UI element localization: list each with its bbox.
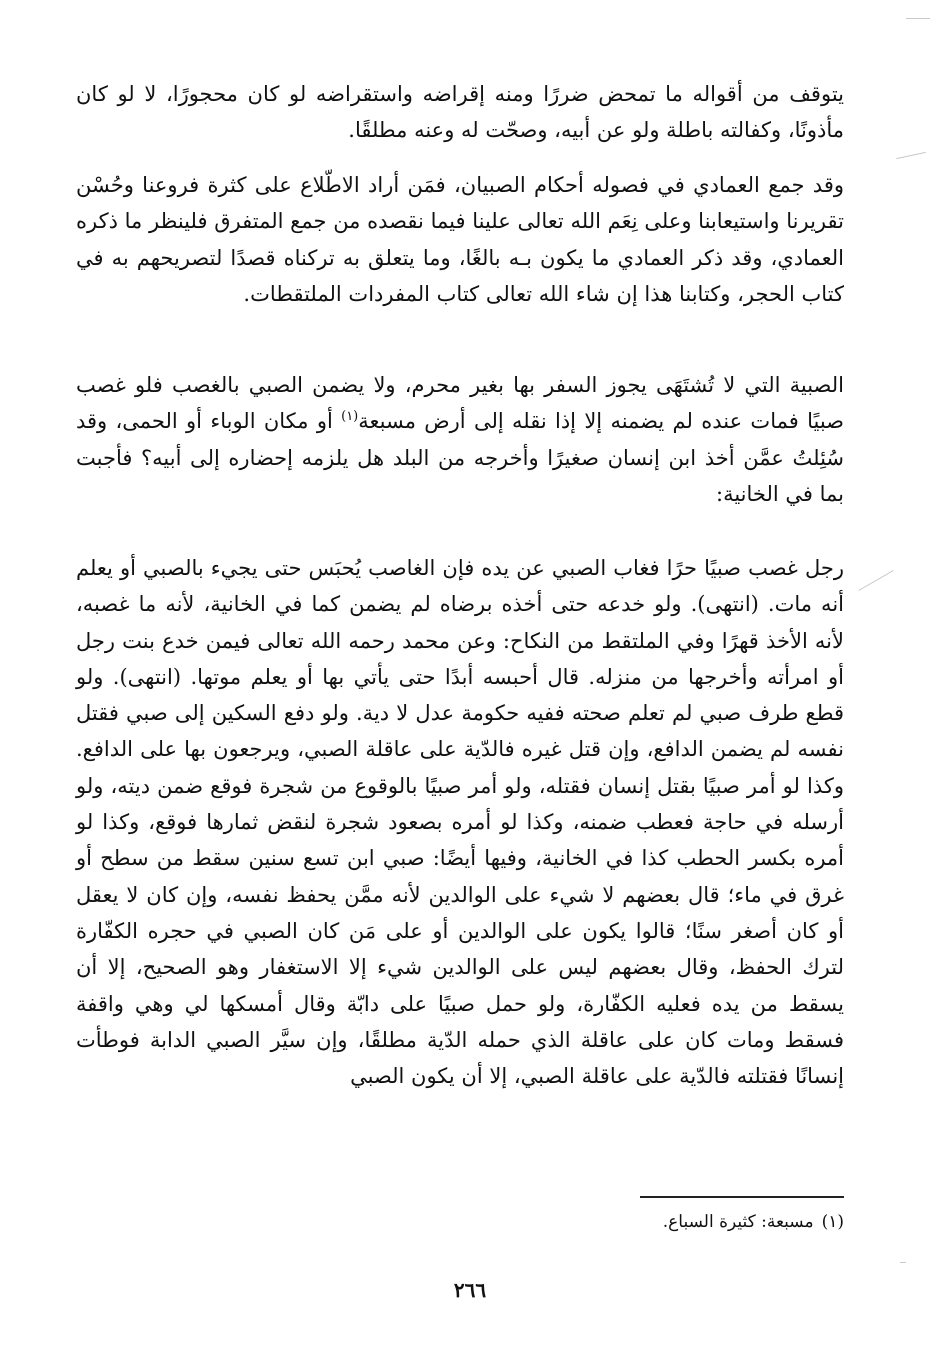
scan-edge-mark — [900, 1262, 906, 1263]
scan-edge-mark — [906, 18, 930, 19]
paragraph-text: رجل غصب صبيًا حرًا فغاب الصبي عن يده فإن الغاصب يُحبَس حتى يجيء بالصبي أو يعلم أنه مات. (انتهى). ولو خدعه حتى أخذه برضاه لم يضمن كما في الخانية، لأنه ما غصبه، لأنه الأخذ قهرًا وفي الملتقط من النكاح: وعن محمد رحمه الله تعالى فيمن خدع بنت رجل أو امرأته وأخرجها من منزله. قال أحبسه أبدًا حتى يأتي بها أو يعلم موتها. (انتهى). ولو قطع طرف صبي لم تعلم صحته ففيه حكومة عدل لا دية. ولو دفع السكين إلى صبي فقتل نفسه لم يضمن الدافع، وإن قتل غيره فالدّية على عاقلة الصبي، ويرجعون بها على الدافع. وكذا لو أمر صبيًا بقتل إنسان فقتله، ولو أمر صبيًا بالوقوع من شجرة فوقع ضمن ديته، ولو أرسله في حاجة فعطب ضمنه، وكذا لو أمره بصعود شجرة لنقض ثمارها فوقع، وكذا لو أمره بكسر الحطب كذا في الخانية، وفيها أيضًا: صبي ابن تسع سنين سقط من سطح أو غرق في ماء؛ قال بعضهم لا شيء على الوالدين لأنه ممَّن يحفظ نفسه، وإن كان لا يعقل أو كان أصغر سنًا؛ قالوا يكون على الوالدين أو على مَن كان الصبي في حجره الكفّارة لترك الحفظ، وقال بعضهم ليس على الوالدين شيء إلا الاستغفار وهو الصحيح، إلا أن يسقط من يده فعليه الكفّارة، ولو حمل صبيًا على دابّة وقال أمسكها لي وهي واقفة فسقط ومات كان على عاقلة الذي حمله الدّية مطلقًا، وإن سيَّر الصبي الدابة فوطأت إنسانًا فقتلته فالدّية على عاقلة الصبي، إلا أن يكون الصبي — [76, 556, 844, 1089]
scan-edge-mark — [858, 570, 893, 591]
paragraph-minor-guarantees — [76, 76, 844, 149]
paragraph-text-before-ref: الصبية التي لا تُشتَهَى يجوز السفر بها بغير محرم، ولا يضمن الصبي بالغصب فلو غصب صبيًا فمات عنده لم يضمنه إلا إذا نقله إلى أرض مسبعة — [76, 373, 844, 434]
footnote-number: (١) — [821, 1212, 844, 1232]
paragraph-imadi-reference — [76, 167, 844, 312]
paragraph-text-after-ref: أو مكان الوباء أو الحمى، وقد سُئِلتُ عمَّن أخذ ابن إنسان صغيرًا وأخرجه من البلد هل يلزمه إحضاره إلى أبيه؟ فأجبت بما في الخانية: — [76, 409, 844, 506]
paragraph-text: يتوقف من أقواله ما تمحض ضررًا ومنه إقراضه واستقراضه لو كان محجورًا، لا لو كان مأذونًا، وكفالته باطلة ولو عن أبيه، وصحّت له وعنه مطلقًا. — [76, 82, 844, 143]
footnote-reference-mark[interactable]: (١) — [341, 409, 359, 425]
paragraph-usurping-child — [76, 550, 844, 1094]
page-number: ٢٦٦ — [453, 1278, 487, 1302]
paragraph-girl-travel — [76, 367, 844, 512]
footnote-text: مسبعة: كثيرة السباع. — [662, 1212, 814, 1232]
paragraph-text: وقد جمع العمادي في فصوله أحكام الصبيان، فمَن أراد الاطّلاع على كثرة فروعنا وحُسْن تقريرنا واستيعابنا وعلى نِعَم الله تعالى علينا فيما نقصده من جمع المتفرق فلينظر ما ذكره العمادي، وقد ذكر العمادي ما يكون بـه بالغًا، وما يتعلق به تركناه قصدًا لتصريحهم به في كتاب الحجر، وكتابنا هذا إن شاء الله تعالى كتاب المفردات الملتقطات. — [76, 173, 844, 306]
footnote — [420, 1208, 844, 1236]
scan-edge-mark — [896, 152, 926, 159]
footnote-separator — [640, 1196, 844, 1198]
